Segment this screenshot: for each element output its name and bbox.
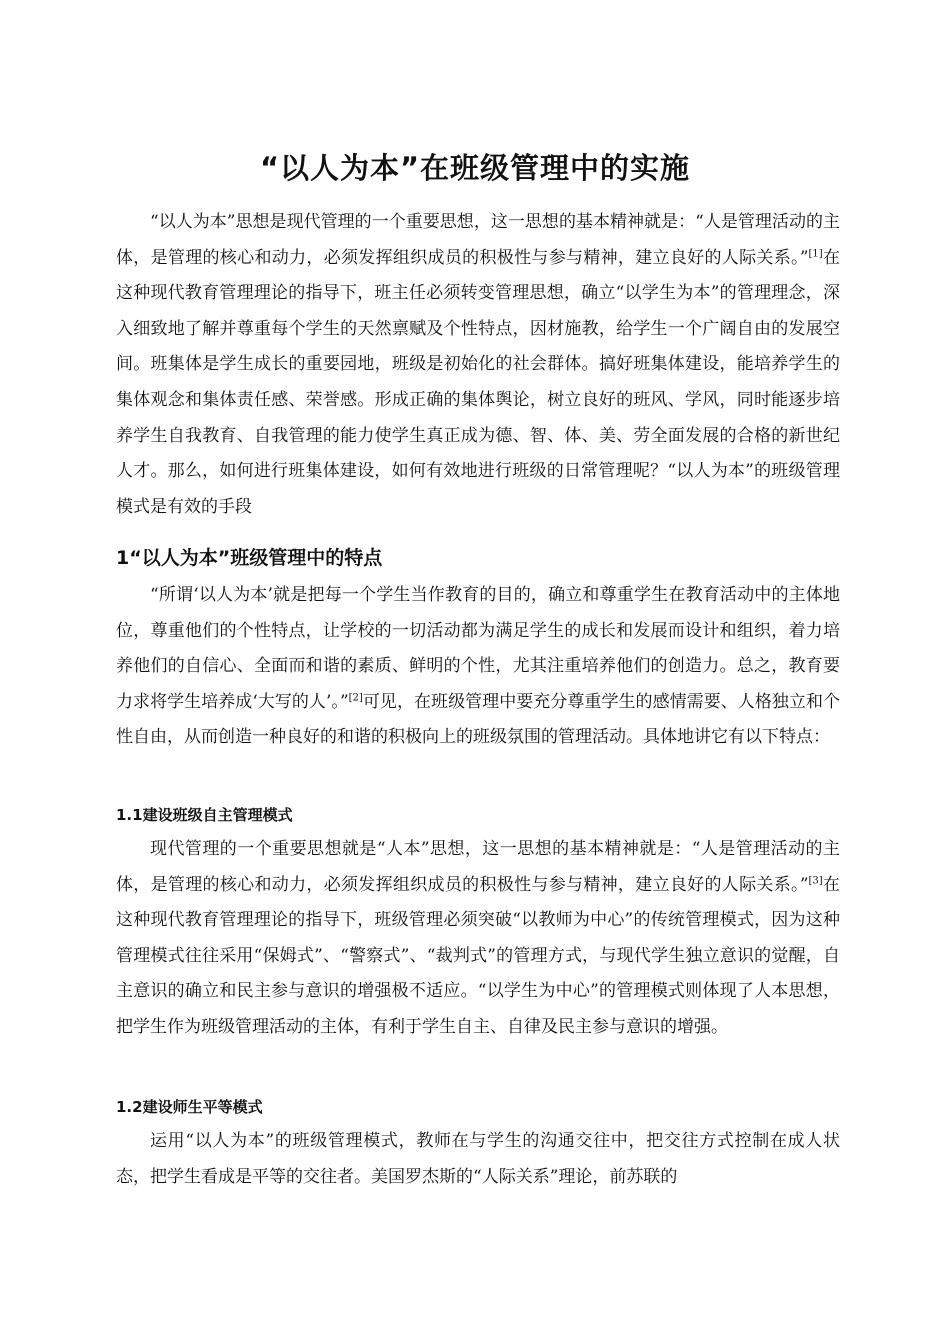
section-1-paragraph — [116, 578, 840, 756]
section-1-1-heading: 1.1建设班级自主管理模式 — [116, 806, 293, 824]
citation-1: [1] — [808, 247, 823, 259]
section-1-1-text-1: 现代管理的一个重要思想就是“人本”思想，这一思想的基本精神就是：“人是管理活动的主体，是管理的核心和动力，必须发挥组织成员的积极性与参与精神，建立良好的人际关系。” — [116, 839, 840, 895]
section-1-text-2: 可见，在班级管理中要充分尊重学生的感情需要、人格独立和个性自由，从而创造一种良好的和谐的积极向上的班级氛围的管理活动。具体地讲它有以下特点： — [116, 691, 841, 748]
intro-text-2: 在这种现代教育管理理论的指导下，班主任必须转变管理思想，确立“以学生为本”的管理理念，深入细致地了解并尊重每个学生的天然禀赋及个性特点，因材施教，给学生一个广阔自由的发展空间。班集体是学生成长的重要园地，班级是初始化的社会群体。搞好班集体建设，能培养学生的集体观念和集体责任感、荣誉感。形成正确的集体舆论，树立良好的班风、学风，同时能逐步培养学生自我教育、自我管理的能力使学生真正成为德、智、体、美、劳全面发展的合格的新世纪人才。那么，如何进行班集体建设，如何有效地进行班级的日常管理呢？“以人为本”的班级管理模式是有效的手段 — [116, 247, 840, 517]
citation-3: [3] — [808, 874, 823, 886]
section-1-1-text-2: 在这种现代教育管理理论的指导下，班级管理必须突破“以教师为中心”的传统管理模式，因为这种管理模式往往采用“保姆式”、“警察式”、“裁判式”的管理方式，与现代学生独立意识的觉醒，自主意识的确立和民主参与意识的增强极不适应。“以学生为中心”的管理模式则体现了人本思想，把学生作为班级管理活动的主体，有利于学生自主、自律及民主参与意识的增强。 — [116, 874, 840, 1037]
intro-text-1: “以人为本”思想是现代管理的一个重要思想，这一思想的基本精神就是：“人是管理活动的主体，是管理的核心和动力，必须发挥组织成员的积极性与参与精神，建立良好的人际关系。” — [116, 212, 840, 268]
section-1-heading: 1“以人为本”班级管理中的特点 — [116, 547, 383, 569]
section-1-1-paragraph — [116, 832, 840, 1046]
section-1-2-paragraph — [116, 1124, 840, 1195]
page-title: “以人为本”在班级管理中的实施 — [259, 151, 691, 185]
intro-paragraph — [116, 205, 840, 525]
section-1-2-text-1: 运用“以人为本”的班级管理模式，教师在与学生的沟通交往中，把交往方式控制在成人状态，把学生看成是平等的交往者。美国罗杰斯的“人际关系”理论，前苏联的 — [116, 1131, 840, 1187]
section-1-2-heading: 1.2建设师生平等模式 — [116, 1098, 263, 1116]
section-1-text-1: “所谓‘以人为本’就是把每一个学生当作教育的目的，确立和尊重学生在教育活动中的主体地位，尊重他们的个性特点，让学校的一切活动都为满足学生的成长和发展而设计和组织，着力培养他们的自信心、全面而和谐的素质、鲜明的个性，尤其注重培养他们的创造力。总之，教育要力求将学生培养成‘大写的人’。” — [116, 585, 840, 712]
citation-2: [2] — [348, 692, 363, 704]
